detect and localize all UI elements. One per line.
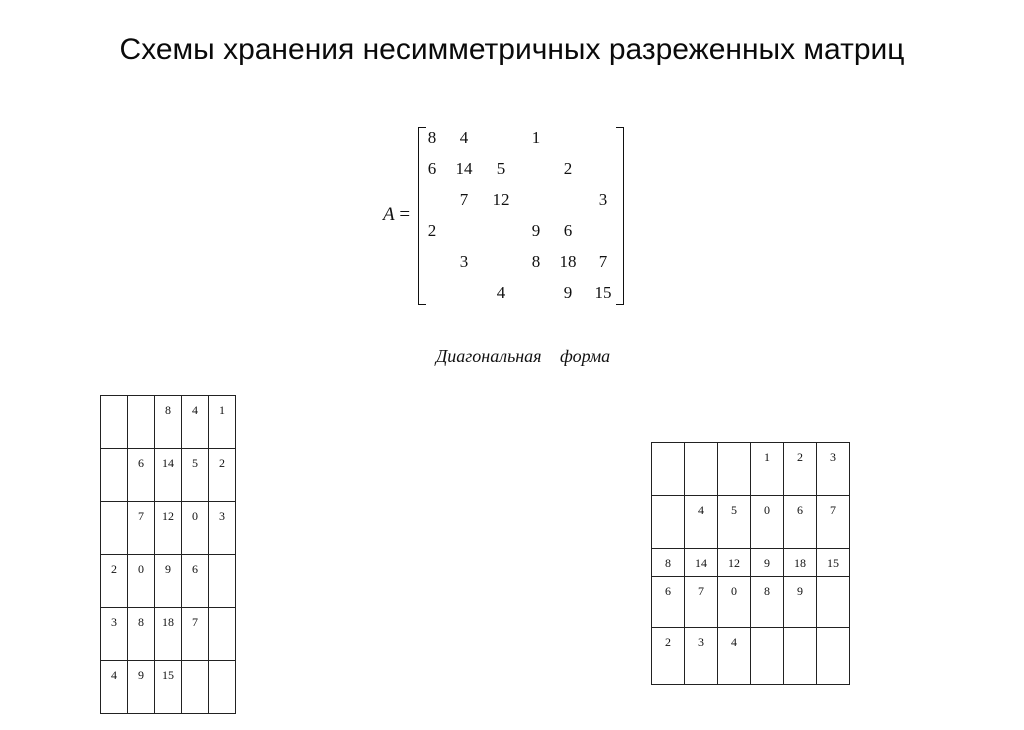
cell-value: 8 — [665, 556, 671, 570]
matrix-cell: 2 — [427, 221, 437, 240]
cell-value: 14 — [162, 456, 174, 470]
table-cell — [817, 549, 850, 577]
cell-value — [128, 396, 154, 403]
matrix-cell: 6 — [563, 221, 573, 240]
table-cell — [209, 502, 236, 555]
table-cell — [128, 502, 155, 555]
table-cell — [718, 443, 751, 496]
matrix-cell: 3 — [459, 252, 469, 271]
table-cell — [182, 608, 209, 661]
matrix-left-bracket — [418, 127, 426, 305]
cell-value: 7 — [830, 503, 836, 517]
matrix-cell: 8 — [531, 252, 541, 271]
table-cell — [718, 549, 751, 577]
table-cell — [817, 577, 850, 628]
cell-value: 8 — [138, 615, 144, 629]
cell-value: 1 — [219, 403, 225, 417]
cell-value — [718, 443, 750, 450]
cell-value: 8 — [764, 584, 770, 598]
cell-value — [209, 661, 235, 668]
table-cell — [182, 661, 209, 714]
table-cell — [182, 396, 209, 449]
table-cell — [685, 443, 718, 496]
matrix-cell: 8 — [427, 128, 437, 147]
table-row — [101, 502, 236, 555]
table-cell — [652, 549, 685, 577]
table-cell — [128, 555, 155, 608]
table-row — [101, 555, 236, 608]
matrix-cell: 9 — [531, 221, 541, 240]
matrix-cell: 1 — [531, 128, 541, 147]
table-row — [101, 449, 236, 502]
table-cell — [209, 449, 236, 502]
table-cell — [685, 577, 718, 628]
storage-table-right — [651, 442, 850, 685]
table-cell — [751, 443, 784, 496]
table-row — [101, 608, 236, 661]
table-cell — [128, 608, 155, 661]
cell-value — [101, 502, 127, 509]
matrix-cell: 18 — [559, 252, 577, 271]
table-cell — [209, 555, 236, 608]
cell-value — [751, 628, 783, 635]
table-cell — [209, 608, 236, 661]
cell-value — [101, 449, 127, 456]
table-cell — [128, 396, 155, 449]
table-cell — [101, 396, 128, 449]
matrix-cell: 4 — [496, 283, 506, 302]
matrix-cell: 7 — [459, 190, 469, 209]
matrix-right-bracket — [616, 127, 624, 305]
cell-value: 12 — [162, 509, 174, 523]
table-cell — [685, 549, 718, 577]
table-row — [101, 661, 236, 714]
cell-value: 0 — [138, 562, 144, 576]
storage-table-left — [100, 395, 236, 714]
cell-value — [817, 628, 849, 635]
table-cell — [101, 502, 128, 555]
table-cell — [751, 496, 784, 549]
table-cell — [817, 628, 850, 685]
table-cell — [718, 628, 751, 685]
cell-value: 0 — [731, 584, 737, 598]
slide-title: Схемы хранения несимметричных разреженных матриц — [119, 33, 905, 66]
table-cell — [101, 661, 128, 714]
matrix-cell: 12 — [492, 190, 510, 209]
table-cell — [128, 449, 155, 502]
cell-value: 6 — [192, 562, 198, 576]
cell-value: 9 — [165, 562, 171, 576]
matrix-cell: 3 — [598, 190, 608, 209]
table-cell — [685, 628, 718, 685]
cell-value — [817, 577, 849, 584]
cell-value: 2 — [219, 456, 225, 470]
cell-value: 18 — [794, 556, 806, 570]
matrix-label — [383, 204, 410, 226]
cell-value: 18 — [162, 615, 174, 629]
cell-value — [652, 443, 684, 450]
table-cell — [751, 549, 784, 577]
cell-value — [784, 628, 816, 635]
matrix-cell: 4 — [459, 128, 469, 147]
cell-value: 3 — [698, 635, 704, 649]
cell-value: 3 — [219, 509, 225, 523]
table-row — [652, 628, 850, 685]
table-cell — [751, 628, 784, 685]
equals-sign: = — [399, 204, 411, 225]
cell-value: 4 — [698, 503, 704, 517]
cell-value — [209, 555, 235, 562]
cell-value: 15 — [162, 668, 174, 682]
cell-value: 9 — [138, 668, 144, 682]
matrix-cell: 2 — [563, 159, 573, 178]
table-cell — [209, 661, 236, 714]
table-cell — [784, 496, 817, 549]
table-cell — [817, 443, 850, 496]
table-row — [652, 496, 850, 549]
table-cell — [155, 608, 182, 661]
table-cell — [155, 555, 182, 608]
cell-value: 14 — [695, 556, 707, 570]
matrix-name: A — [383, 204, 395, 225]
table-cell — [652, 628, 685, 685]
cell-value: 6 — [138, 456, 144, 470]
matrix-cell: 7 — [598, 252, 608, 271]
matrix-cell: 14 — [455, 159, 473, 178]
cell-value: 5 — [731, 503, 737, 517]
cell-value: 8 — [165, 403, 171, 417]
table-cell — [128, 661, 155, 714]
table-cell — [751, 577, 784, 628]
matrix-cell: 15 — [594, 283, 612, 302]
table-cell — [155, 449, 182, 502]
cell-value: 4 — [111, 668, 117, 682]
table-row — [652, 577, 850, 628]
cell-value: 4 — [192, 403, 198, 417]
table-cell — [784, 577, 817, 628]
table-cell — [652, 443, 685, 496]
cell-value: 3 — [111, 615, 117, 629]
table-cell — [155, 396, 182, 449]
cell-value: 9 — [764, 556, 770, 570]
table-cell — [182, 502, 209, 555]
table-cell — [784, 549, 817, 577]
table-cell — [101, 608, 128, 661]
cell-value: 15 — [827, 556, 839, 570]
table-row — [652, 549, 850, 577]
caption: Диагональная форма — [435, 346, 611, 366]
cell-value — [101, 396, 127, 403]
cell-value: 6 — [797, 503, 803, 517]
matrix-cell: 5 — [496, 159, 506, 178]
table-cell — [718, 496, 751, 549]
cell-value: 7 — [698, 584, 704, 598]
cell-value: 12 — [728, 556, 740, 570]
table-row — [101, 396, 236, 449]
matrix-cell: 6 — [427, 159, 437, 178]
table-cell — [685, 496, 718, 549]
cell-value — [652, 496, 684, 503]
matrix-cell: 9 — [563, 283, 573, 302]
table-cell — [652, 577, 685, 628]
cell-value: 2 — [797, 450, 803, 464]
cell-value: 6 — [665, 584, 671, 598]
table-cell — [155, 661, 182, 714]
table-cell — [784, 628, 817, 685]
cell-value — [685, 443, 717, 450]
cell-value: 5 — [192, 456, 198, 470]
cell-value: 2 — [665, 635, 671, 649]
cell-value: 4 — [731, 635, 737, 649]
table-cell — [209, 396, 236, 449]
table-cell — [652, 496, 685, 549]
cell-value: 1 — [764, 450, 770, 464]
cell-value: 9 — [797, 584, 803, 598]
cell-value — [182, 661, 208, 668]
cell-value: 0 — [192, 509, 198, 523]
cell-value: 2 — [111, 562, 117, 576]
table-cell — [182, 449, 209, 502]
table-cell — [718, 577, 751, 628]
table-cell — [101, 449, 128, 502]
table-row — [652, 443, 850, 496]
table-cell — [784, 443, 817, 496]
table-cell — [817, 496, 850, 549]
cell-value: 3 — [830, 450, 836, 464]
cell-value: 7 — [192, 615, 198, 629]
cell-value: 7 — [138, 509, 144, 523]
cell-value — [209, 608, 235, 615]
table-cell — [155, 502, 182, 555]
table-cell — [101, 555, 128, 608]
table-cell — [182, 555, 209, 608]
cell-value: 0 — [764, 503, 770, 517]
